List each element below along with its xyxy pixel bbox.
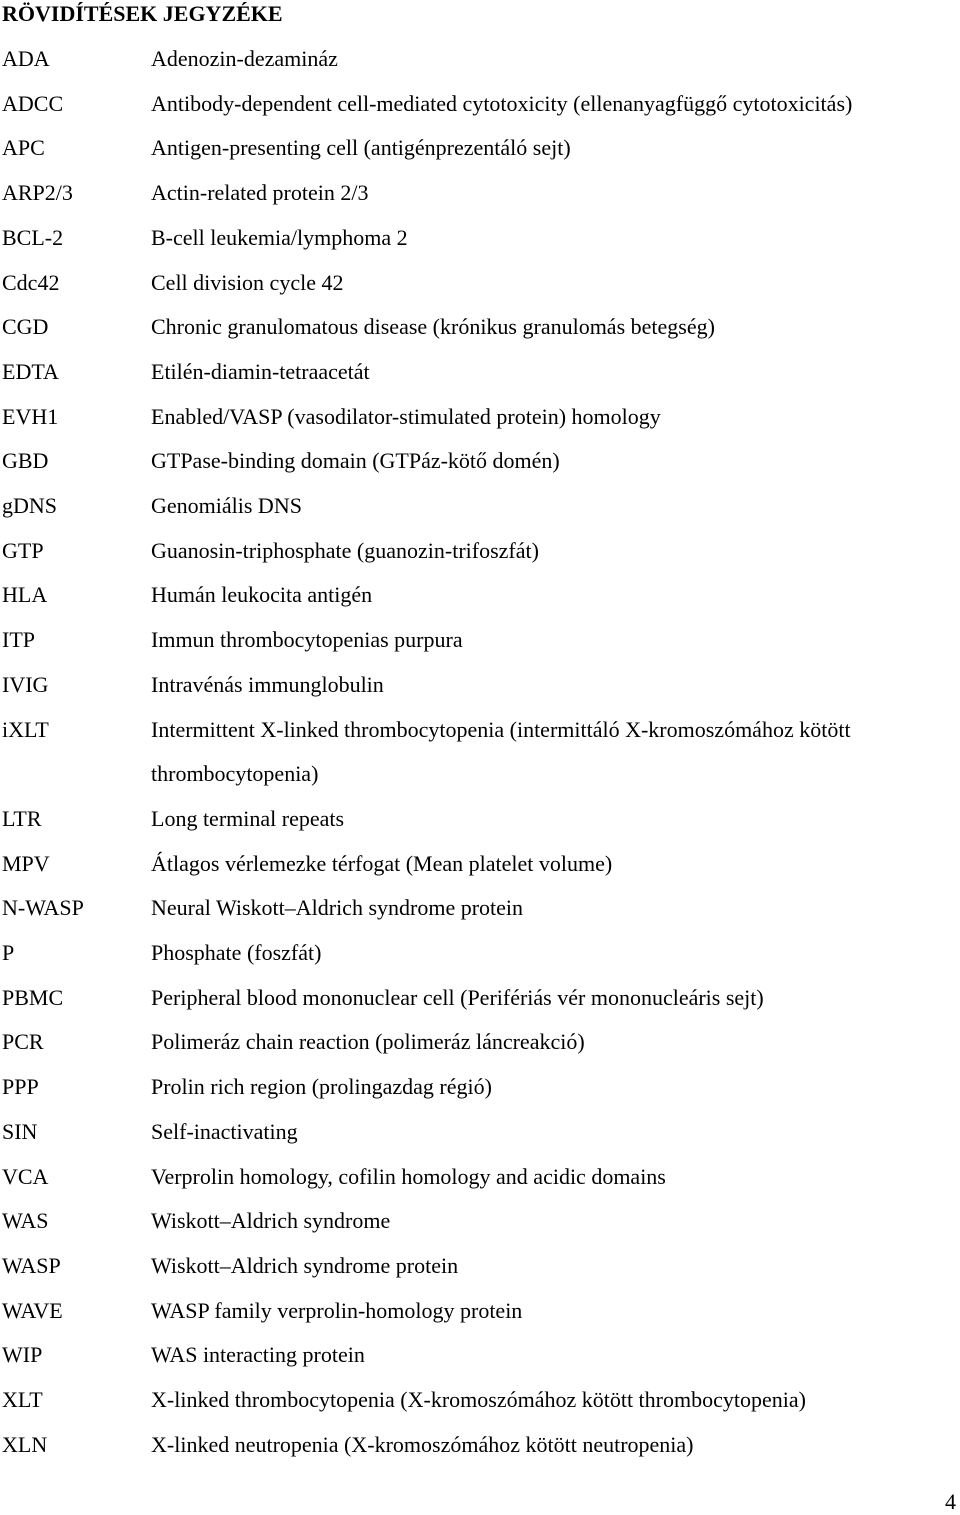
abbreviation-row	[0, 1340, 960, 1385]
abbreviation-row	[0, 893, 960, 938]
page-number: 4	[945, 1489, 956, 1514]
abbreviation-term: WAS	[2, 1208, 49, 1234]
abbreviation-row	[0, 804, 960, 849]
abbreviation-row	[0, 849, 960, 894]
abbreviation-term: WAVE	[2, 1297, 63, 1323]
abbreviation-term: WIP	[2, 1342, 43, 1368]
abbreviation-row	[0, 536, 960, 581]
abbreviation-definition: Chronic granulomatous disease (krónikus granulomás betegség)	[151, 314, 715, 340]
abbreviation-row	[0, 1385, 960, 1430]
abbreviation-definition: Verprolin homology, cofilin homology and acidic domains	[151, 1163, 666, 1189]
abbreviation-definition: WASP family verprolin-homology protein	[151, 1297, 523, 1323]
abbreviation-row	[0, 446, 960, 491]
abbreviation-term: PPP	[2, 1074, 39, 1100]
abbreviation-definition: GTPase-binding domain (GTPáz-kötő domén)	[151, 448, 560, 474]
abbreviation-row	[0, 1162, 960, 1207]
abbreviation-term: BCL-2	[2, 224, 64, 250]
abbreviation-term: ARP2/3	[2, 180, 73, 206]
abbreviation-row	[0, 1206, 960, 1251]
abbreviation-term: CGD	[2, 314, 49, 340]
abbreviation-definition: Actin-related protein 2/3	[151, 180, 369, 206]
abbreviation-row	[0, 178, 960, 223]
abbreviation-definition: Peripheral blood mononuclear cell (Perifériás vér mononucleáris sejt)	[151, 984, 764, 1010]
abbreviation-term: SIN	[2, 1118, 38, 1144]
abbreviation-definition: Neural Wiskott–Aldrich syndrome protein	[151, 895, 524, 921]
abbreviation-row	[0, 983, 960, 1028]
abbreviation-term: gDNS	[2, 493, 58, 518]
abbreviation-row	[0, 938, 960, 983]
abbreviation-term: N-WASP	[2, 895, 84, 921]
abbreviation-row	[0, 1117, 960, 1162]
abbreviation-term: HLA	[2, 582, 48, 608]
abbreviation-definition: WAS interacting protein	[151, 1342, 365, 1368]
abbreviation-definition: Intermittent X-linked thrombocytopenia (intermittáló X-kromoszómához kötött thrombocytopenia)	[151, 716, 851, 786]
abbreviation-definition: Átlagos vérlemezke térfogat (Mean platelet volume)	[151, 850, 613, 876]
abbreviation-definition: Self-inactivating	[151, 1118, 298, 1144]
abbreviation-definition: Antigen-presenting cell (antigénprezentáló sejt)	[151, 135, 571, 161]
abbreviation-definition: Long terminal repeats	[151, 805, 345, 831]
abbreviation-term: iXLT	[2, 716, 49, 742]
abbreviation-row	[0, 1296, 960, 1341]
abbreviation-definition: Enabled/VASP (vasodilator-stimulated protein) homology	[151, 403, 661, 429]
abbreviation-term: ADA	[2, 46, 50, 71]
abbreviation-row	[0, 44, 960, 89]
abbreviation-row	[0, 715, 960, 804]
abbreviation-definition: X-linked thrombocytopenia (X-kromoszómához kötött thrombocytopenia)	[151, 1387, 806, 1412]
abbreviation-row	[0, 625, 960, 670]
abbreviation-definition: Phosphate (foszfát)	[151, 940, 322, 965]
abbreviation-row	[0, 402, 960, 447]
abbreviation-definition: X-linked neutropenia (X-kromoszómához kötött neutropenia)	[151, 1431, 694, 1457]
abbreviation-term: P	[2, 940, 15, 965]
abbreviation-row	[0, 491, 960, 536]
abbreviation-row	[0, 1072, 960, 1117]
abbreviation-row	[0, 268, 960, 313]
abbreviation-term: MPV	[2, 850, 50, 876]
abbreviation-definition: Antibody-dependent cell-mediated cytotoxicity (ellenanyagfüggő cytotoxicitás)	[151, 90, 853, 116]
abbreviation-term: Cdc42	[2, 269, 60, 295]
abbreviation-row	[0, 1430, 960, 1475]
abbreviation-definition: B-cell leukemia/lymphoma 2	[151, 224, 408, 250]
abbreviation-term: PCR	[2, 1029, 44, 1055]
abbreviation-definition: Genomiális DNS	[151, 493, 302, 518]
abbreviation-term: APC	[2, 135, 45, 161]
abbreviation-term: EVH1	[2, 403, 59, 429]
abbreviation-term: VCA	[2, 1163, 49, 1189]
abbreviation-term: LTR	[2, 805, 42, 831]
abbreviation-row	[0, 89, 960, 134]
abbreviation-row	[0, 223, 960, 268]
abbreviation-row	[0, 312, 960, 357]
abbreviation-term: XLT	[2, 1387, 43, 1412]
abbreviation-term: WASP	[2, 1252, 61, 1278]
abbreviation-term: GTP	[2, 537, 44, 563]
abbreviation-row	[0, 1251, 960, 1296]
abbreviation-definition: Cell division cycle 42	[151, 269, 344, 295]
abbreviation-definition: Etilén-diamin-tetraacetát	[151, 358, 370, 384]
abbreviation-row	[0, 1027, 960, 1072]
abbreviation-term: IVIG	[2, 671, 49, 697]
abbreviation-definition: Polimeráz chain reaction (polimeráz láncreakció)	[151, 1029, 585, 1055]
abbreviation-definition: Intravénás immunglobulin	[151, 671, 384, 697]
abbreviation-definition: Wiskott–Aldrich syndrome protein	[151, 1252, 459, 1278]
abbreviation-term: ITP	[2, 627, 35, 653]
abbreviation-row	[0, 580, 960, 625]
abbreviation-definition: Adenozin-dezamináz	[151, 46, 338, 71]
abbreviation-definition: Immun thrombocytopenias purpura	[151, 627, 463, 653]
abbreviation-term: XLN	[2, 1431, 48, 1457]
abbreviation-definition: Prolin rich region (prolingazdag régió)	[151, 1074, 492, 1100]
abbreviation-term: GBD	[2, 448, 49, 474]
page-title: RÖVIDÍTÉSEK JEGYZÉKE	[2, 1, 283, 26]
abbreviation-term: ADCC	[2, 90, 64, 116]
abbreviation-row	[0, 133, 960, 178]
abbreviation-definition: Wiskott–Aldrich syndrome	[151, 1208, 391, 1234]
abbreviation-definition: Humán leukocita antigén	[151, 582, 373, 608]
abbreviation-term: EDTA	[2, 358, 59, 384]
abbreviation-definition: Guanosin-triphosphate (guanozin-trifoszfát)	[151, 537, 539, 563]
abbreviation-row	[0, 357, 960, 402]
abbreviation-term: PBMC	[2, 984, 64, 1010]
